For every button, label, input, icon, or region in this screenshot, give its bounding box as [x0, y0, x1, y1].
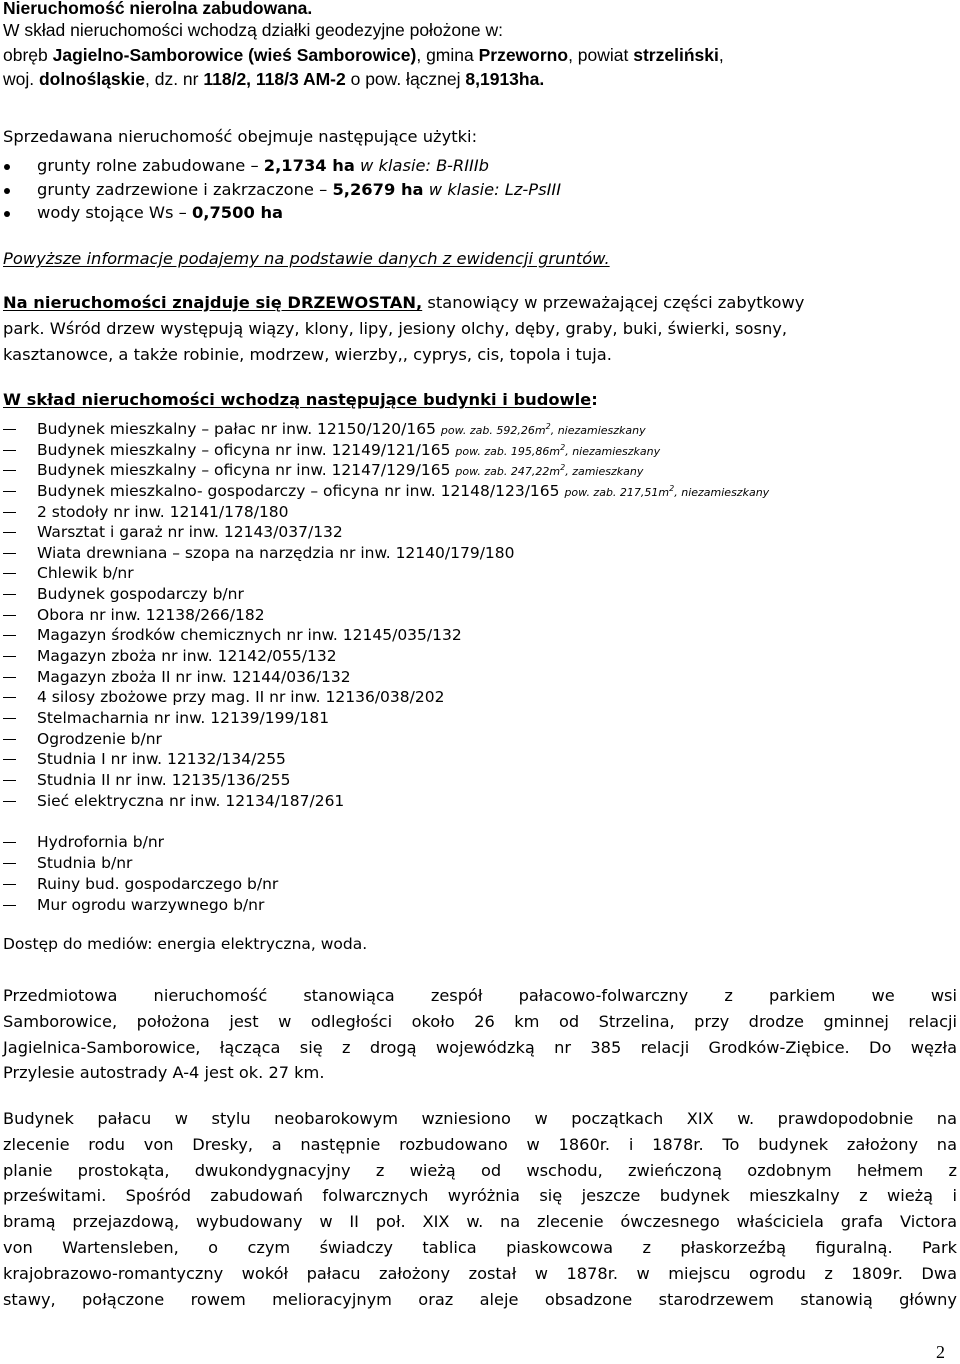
dash-icon: [3, 863, 16, 864]
obreb-name: Jagielno-Samborowice (wieś Samborowice): [52, 45, 417, 65]
drzewostan-line-3: kasztanowce, a także robinie, modrzew, wierzby,, cyprys, cis, topola i tuja.: [3, 345, 612, 364]
list-item: [0, 667, 940, 687]
building-text: Budynek mieszkalno- gospodarczy – oficyna nr inw. 12148/123/165 pow. zab. $217,51m^2$, niezamieszkany: [37, 482, 770, 500]
list-item: [0, 708, 940, 728]
dash-icon: [3, 842, 16, 843]
dash-icon: [3, 780, 16, 781]
header-line-2: W skład nieruchomości wchodzą działki geodezyjne położone w:: [3, 20, 503, 40]
list-item: [0, 874, 940, 894]
uzytek-text: grunty zadrzewione i zakrzaczone – 5,2679 ha w klasie: Lz-PsIII: [37, 180, 562, 199]
building-text: Budynek mieszkalny – pałac nr inw. 12150/120/165 pow. zab. $592,26m^2$, niezamieszkany: [37, 420, 646, 438]
building-text: Budynek mieszkalny – oficyna nr inw. 12147/129/165 pow. zab. $247,22m^2$, zamieszkany: [37, 461, 644, 479]
dash-icon: [3, 491, 16, 492]
building-text: Mur ogrodu warzywnego b/nr: [37, 896, 265, 914]
building-text: Magazyn zboża II nr inw. 12144/036/132: [37, 668, 351, 686]
dash-icon: [3, 429, 16, 430]
building-text: Wiata drewniana – szopa na narzędzia nr inw. 12140/179/180: [37, 544, 515, 562]
drzewostan-line-1: [3, 293, 804, 313]
list-item: [0, 853, 940, 873]
building-text: Obora nr inw. 12138/266/182: [37, 606, 265, 624]
dash-icon: [3, 615, 16, 616]
dash-icon: [3, 905, 16, 906]
list-item: [0, 832, 940, 852]
list-item: [0, 502, 940, 522]
building-text: Ogrodzenie b/nr: [37, 730, 162, 748]
dash-icon: [3, 697, 16, 698]
total-area: 8,1913ha.: [465, 69, 545, 89]
dash-icon: [3, 656, 16, 657]
building-text: Budynek mieszkalny – oficyna nr inw. 12149/121/165 pow. zab. $195,86m^2$, niezamieszkany: [37, 441, 661, 459]
paragraph-line: Jagielnica-Samborowice, łącząca się z drogą wojewódzką nr 385 relacji Grodków-Ziębice. Do węzła: [3, 1037, 957, 1057]
list-item: [0, 749, 940, 769]
uzytek-text: wody stojące Ws – 0,7500 ha: [37, 203, 284, 222]
powiat-name: strzeliński: [633, 45, 719, 65]
paragraph-line: krajobrazowo-romantyczny wokół pałacu założony został w 1878r. w miejscu ogrodu z 1809r. Dwa: [3, 1263, 957, 1283]
dash-icon: [3, 677, 16, 678]
bullet-icon: [4, 188, 10, 194]
dash-icon: [3, 594, 16, 595]
parcel-numbers: 118/2, 118/3 AM-2: [203, 69, 346, 89]
building-text: 2 stodoły nr inw. 12141/178/180: [37, 503, 289, 521]
list-item: [0, 687, 940, 707]
dash-icon: [3, 512, 16, 513]
dash-icon: [3, 801, 16, 802]
drzewostan-text: stanowiący w przeważającej części zabytkowy: [422, 293, 805, 312]
paragraph-line: Samborowice, położona jest w odległości około 26 km od Strzelina, przy drodze gminnej relacji: [3, 1011, 957, 1031]
list-item: [0, 625, 940, 645]
history-paragraph: [3, 1106, 957, 1312]
paragraph-line: zlecenie rodu von Dresky, a następnie rozbudowano w 1860r. i 1878r. To budynek założony na: [3, 1134, 957, 1154]
paragraph-line: planie prostokąta, dwukondygnacyjny z wieżą od wschodu, zwieńczoną ozdobnym hełmem z: [3, 1160, 957, 1180]
source-note: Powyższe informacje podajemy na podstawie danych z ewidencji gruntów.: [3, 249, 610, 268]
header-text: , gmina: [416, 45, 479, 65]
list-item: [0, 419, 940, 439]
drzewostan-heading: Na nieruchomości znajduje się DRZEWOSTAN,: [3, 293, 423, 312]
document-title: Nieruchomość nierolna zabudowana.: [3, 0, 313, 18]
dash-icon: [3, 635, 16, 636]
list-item: [0, 156, 700, 176]
paragraph-line: Budynek pałacu w stylu neobarokowym wzniesiono w początkach XIX w. prawdopodobnie na: [3, 1109, 957, 1128]
list-item: [0, 460, 940, 480]
dash-icon: [3, 884, 16, 885]
paragraph-line: stawy, połączone rowem melioracyjnym oraz aleje obsadzone starodrzewem stanowią główny: [3, 1289, 957, 1309]
header-text: o pow. łącznej: [345, 69, 466, 89]
building-text: Hydrofornia b/nr: [37, 833, 165, 851]
list-item: [0, 481, 940, 501]
location-paragraph: [3, 983, 957, 1086]
dash-icon: [3, 718, 16, 719]
page-number: 2: [936, 1342, 945, 1362]
header-line-4: [3, 69, 544, 89]
list-item: [0, 646, 940, 666]
header-text: ,: [718, 45, 724, 65]
building-text: Studnia I nr inw. 12132/134/255: [37, 750, 286, 768]
building-text: Budynek gospodarczy b/nr: [37, 585, 244, 603]
woj-name: dolnośląskie: [38, 69, 145, 89]
header-text: obręb: [3, 45, 53, 65]
paragraph-line: von Wartensleben, o czym świadczy tablica piaskowcowa z płaskorzeźbą figuralną. Park: [3, 1237, 957, 1257]
list-item: [0, 522, 940, 542]
dash-icon: [3, 739, 16, 740]
list-item: [0, 203, 700, 223]
list-item: [0, 729, 940, 749]
dash-icon: [3, 470, 16, 471]
media-info: Dostęp do mediów: energia elektryczna, woda.: [3, 935, 368, 953]
paragraph-line: Przedmiotowa nieruchomość stanowiąca zespół pałacowo-folwarczny z parkiem we wsi: [3, 986, 957, 1005]
bullet-icon: [4, 164, 10, 170]
header-text: , powiat: [568, 45, 634, 65]
paragraph-line: Przylesie autostrady A-4 jest ok. 27 km.: [3, 1063, 325, 1083]
header-line-3: [3, 45, 724, 65]
list-item: [0, 180, 700, 200]
building-text: Magazyn zboża nr inw. 12142/055/132: [37, 647, 337, 665]
dash-icon: [3, 553, 16, 554]
building-text: Studnia b/nr: [37, 854, 133, 872]
paragraph-line: bramą przejazdową, wybudowany w II poł. XIX w. na zlecenie ówczesnego właściciela grafa Victora: [3, 1212, 957, 1232]
building-text: Ruiny bud. gospodarczego b/nr: [37, 875, 279, 893]
dash-icon: [3, 450, 16, 451]
dash-icon: [3, 759, 16, 760]
budynki-heading: W skład nieruchomości wchodzą następujące budynki i budowle:: [3, 390, 598, 409]
list-item: [0, 791, 940, 811]
list-item: [0, 605, 940, 625]
list-item: [0, 440, 940, 460]
header-text: woj.: [3, 69, 39, 89]
paragraph-line: prześwitami. Spośród zabudowań folwarcznych wyróżnia się jeszcze budynek mieszkalny z wieżą i: [3, 1186, 957, 1206]
building-text: Warsztat i garaż nr inw. 12143/037/132: [37, 523, 343, 541]
list-item: [0, 543, 940, 563]
drzewostan-line-2: park. Wśród drzew występują wiązy, klony, lipy, jesiony olchy, dęby, graby, buki, świerki, sosny,: [3, 319, 788, 338]
list-item: [0, 584, 940, 604]
dash-icon: [3, 532, 16, 533]
dash-icon: [3, 573, 16, 574]
building-text: Studnia II nr inw. 12135/136/255: [37, 771, 291, 789]
building-text: Magazyn środków chemicznych nr inw. 12145/035/132: [37, 626, 462, 644]
building-text: Chlewik b/nr: [37, 564, 134, 582]
uzytki-intro: Sprzedawana nieruchomość obejmuje następujące użytki:: [3, 127, 478, 146]
header-text: , dz. nr: [145, 69, 204, 89]
bullet-icon: [4, 211, 10, 217]
list-item: [0, 563, 940, 583]
uzytek-text: grunty rolne zabudowane – 2,1734 ha w klasie: B-RIIIb: [37, 156, 489, 175]
list-item: [0, 895, 940, 915]
list-item: [0, 770, 940, 790]
building-text: Sieć elektryczna nr inw. 12134/187/261: [37, 792, 345, 810]
building-text: 4 silosy zbożowe przy mag. II nr inw. 12136/038/202: [37, 688, 445, 706]
building-text: Stelmacharnia nr inw. 12139/199/181: [37, 709, 330, 727]
gmina-name: Przeworno: [478, 45, 569, 65]
